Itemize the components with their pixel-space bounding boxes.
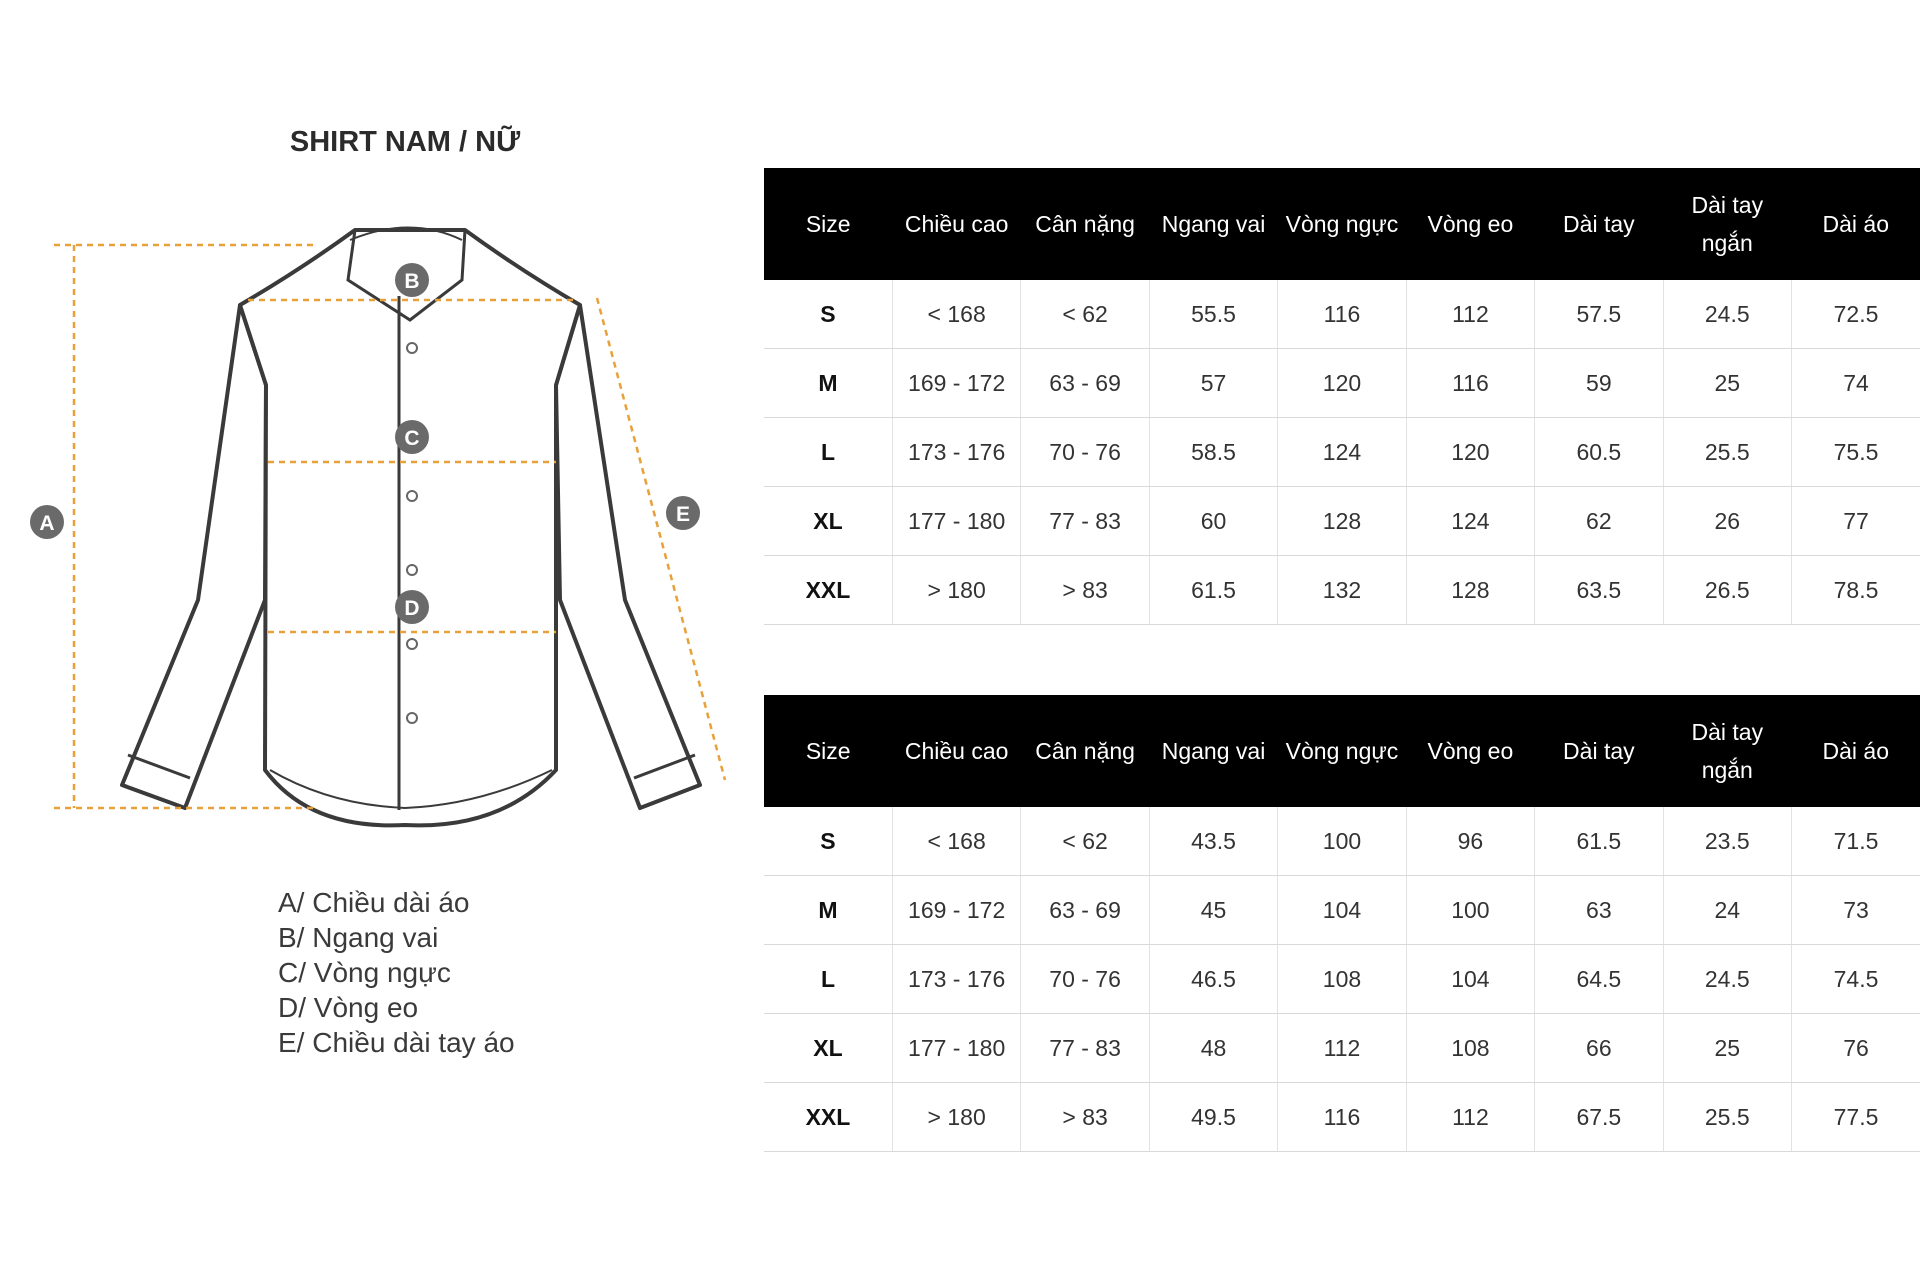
table-cell: 25.5 xyxy=(1663,418,1791,487)
table-row xyxy=(764,807,1920,876)
table-cell: 63 xyxy=(1535,876,1663,945)
table-cell: 77 - 83 xyxy=(1021,1014,1149,1083)
table-cell: 72.5 xyxy=(1792,280,1920,349)
legend-item-e: E/ Chiều dài tay áo xyxy=(278,1027,515,1058)
table-cell: 77 xyxy=(1792,487,1920,556)
table-cell: 60 xyxy=(1149,487,1277,556)
table-cell: 74 xyxy=(1792,349,1920,418)
table-cell: 23.5 xyxy=(1663,807,1791,876)
table-cell: 26 xyxy=(1663,487,1791,556)
size-label-cell: L xyxy=(764,418,892,487)
table-cell: 96 xyxy=(1406,807,1534,876)
column-header: Vòng eo xyxy=(1406,168,1534,280)
table-cell: 71.5 xyxy=(1792,807,1920,876)
table-cell: < 168 xyxy=(892,807,1020,876)
table-cell: > 83 xyxy=(1021,556,1149,625)
table-cell: < 62 xyxy=(1021,807,1149,876)
column-header: Dài áo xyxy=(1792,695,1920,807)
column-header: Dài tay ngắn xyxy=(1663,695,1791,807)
table-cell: 25 xyxy=(1663,1014,1791,1083)
table-cell: 173 - 176 xyxy=(892,418,1020,487)
size-label-cell: XL xyxy=(764,1014,892,1083)
table-cell: 120 xyxy=(1278,349,1406,418)
size-label-cell: M xyxy=(764,349,892,418)
table-cell: 77.5 xyxy=(1792,1083,1920,1152)
table-cell: 49.5 xyxy=(1149,1083,1277,1152)
size-label-cell: L xyxy=(764,945,892,1014)
table-cell: 100 xyxy=(1406,876,1534,945)
table-cell: 100 xyxy=(1278,807,1406,876)
table-cell: 132 xyxy=(1278,556,1406,625)
table-cell: < 168 xyxy=(892,280,1020,349)
table-cell: 104 xyxy=(1278,876,1406,945)
table-cell: 177 - 180 xyxy=(892,1014,1020,1083)
table-body xyxy=(764,280,1920,625)
table-cell: 75.5 xyxy=(1792,418,1920,487)
table-cell: 63 - 69 xyxy=(1021,349,1149,418)
column-header: Dài tay xyxy=(1535,168,1663,280)
table-cell: 58.5 xyxy=(1149,418,1277,487)
table-cell: 63.5 xyxy=(1535,556,1663,625)
column-header: Dài áo xyxy=(1792,168,1920,280)
legend-item-d: D/ Vòng eo xyxy=(278,992,419,1023)
size-label-cell: S xyxy=(764,807,892,876)
size-label-cell: S xyxy=(764,280,892,349)
diagram-title: SHIRT NAM / NỮ xyxy=(289,126,521,158)
size-label-cell: XXL xyxy=(764,1083,892,1152)
table-cell: 116 xyxy=(1406,349,1534,418)
column-header: Ngang vai xyxy=(1149,695,1277,807)
table-cell: 124 xyxy=(1278,418,1406,487)
marker-c xyxy=(395,420,429,454)
table-cell: 24 xyxy=(1663,876,1791,945)
table-cell: 116 xyxy=(1278,1083,1406,1152)
table-cell: 64.5 xyxy=(1535,945,1663,1014)
table-cell: 60.5 xyxy=(1535,418,1663,487)
table-cell: 173 - 176 xyxy=(892,945,1020,1014)
table-cell: 73 xyxy=(1792,876,1920,945)
table-cell: 25.5 xyxy=(1663,1083,1791,1152)
table-cell: > 83 xyxy=(1021,1083,1149,1152)
column-header: Dài tay ngắn xyxy=(1663,168,1791,280)
table-cell: 67.5 xyxy=(1535,1083,1663,1152)
table-cell: < 62 xyxy=(1021,280,1149,349)
table-cell: 78.5 xyxy=(1792,556,1920,625)
column-header: Dài tay xyxy=(1535,695,1663,807)
table-cell: 46.5 xyxy=(1149,945,1277,1014)
table-row xyxy=(764,945,1920,1014)
table-row xyxy=(764,349,1920,418)
table-cell: > 180 xyxy=(892,556,1020,625)
size-table-top xyxy=(764,168,1920,625)
marker-a xyxy=(30,505,64,539)
legend-item-a: A/ Chiều dài áo xyxy=(278,887,470,918)
table-cell: 120 xyxy=(1406,418,1534,487)
marker-label: C xyxy=(404,427,420,450)
table-cell: 74.5 xyxy=(1792,945,1920,1014)
table-row xyxy=(764,418,1920,487)
measurement-legend xyxy=(278,885,515,1060)
table-header-row xyxy=(764,168,1920,280)
column-header: Size xyxy=(764,168,892,280)
table-cell: 70 - 76 xyxy=(1021,945,1149,1014)
marker-label: A xyxy=(39,512,55,535)
column-header: Vòng ngực xyxy=(1278,168,1406,280)
table-cell: > 180 xyxy=(892,1083,1020,1152)
table-cell: 24.5 xyxy=(1663,280,1791,349)
table-cell: 70 - 76 xyxy=(1021,418,1149,487)
marker-label: B xyxy=(404,270,420,293)
table-row xyxy=(764,1014,1920,1083)
table-cell: 43.5 xyxy=(1149,807,1277,876)
table-cell: 48 xyxy=(1149,1014,1277,1083)
table-cell: 57 xyxy=(1149,349,1277,418)
legend-item-b: B/ Ngang vai xyxy=(278,922,439,953)
table-cell: 26.5 xyxy=(1663,556,1791,625)
marker-b xyxy=(395,263,429,297)
column-header: Ngang vai xyxy=(1149,168,1277,280)
size-label-cell: M xyxy=(764,876,892,945)
column-header: Vòng ngực xyxy=(1278,695,1406,807)
marker-label: D xyxy=(404,597,420,620)
table-cell: 108 xyxy=(1406,1014,1534,1083)
column-header: Chiều cao xyxy=(892,168,1020,280)
table-cell: 169 - 172 xyxy=(892,349,1020,418)
table-cell: 24.5 xyxy=(1663,945,1791,1014)
column-header: Chiều cao xyxy=(892,695,1020,807)
table-cell: 61.5 xyxy=(1149,556,1277,625)
table-cell: 63 - 69 xyxy=(1021,876,1149,945)
table-cell: 112 xyxy=(1406,280,1534,349)
column-header: Size xyxy=(764,695,892,807)
marker-label: E xyxy=(675,503,691,526)
table-row xyxy=(764,280,1920,349)
column-header: Cân nặng xyxy=(1021,695,1149,807)
table-cell: 112 xyxy=(1278,1014,1406,1083)
column-header: Cân nặng xyxy=(1021,168,1149,280)
table-body xyxy=(764,807,1920,1152)
table-cell: 55.5 xyxy=(1149,280,1277,349)
marker-d xyxy=(395,590,429,624)
table-cell: 104 xyxy=(1406,945,1534,1014)
column-header: Vòng eo xyxy=(1406,695,1534,807)
table-cell: 108 xyxy=(1278,945,1406,1014)
size-table-bottom xyxy=(764,695,1920,1152)
legend-item-c: C/ Vòng ngực xyxy=(278,957,451,988)
shirt-diagram xyxy=(0,180,810,880)
table-row xyxy=(764,876,1920,945)
table-cell: 76 xyxy=(1792,1014,1920,1083)
size-label-cell: XXL xyxy=(764,556,892,625)
table-cell: 77 - 83 xyxy=(1021,487,1149,556)
table-cell: 66 xyxy=(1535,1014,1663,1083)
table-cell: 62 xyxy=(1535,487,1663,556)
table-cell: 112 xyxy=(1406,1083,1534,1152)
table-header-row xyxy=(764,695,1920,807)
table-cell: 25 xyxy=(1663,349,1791,418)
table-cell: 128 xyxy=(1406,556,1534,625)
table-cell: 57.5 xyxy=(1535,280,1663,349)
table-cell: 61.5 xyxy=(1535,807,1663,876)
table-row xyxy=(764,1083,1920,1152)
table-row xyxy=(764,487,1920,556)
table-cell: 45 xyxy=(1149,876,1277,945)
table-cell: 128 xyxy=(1278,487,1406,556)
table-cell: 169 - 172 xyxy=(892,876,1020,945)
table-cell: 124 xyxy=(1406,487,1534,556)
table-cell: 177 - 180 xyxy=(892,487,1020,556)
marker-e xyxy=(666,496,700,530)
table-row xyxy=(764,556,1920,625)
table-cell: 59 xyxy=(1535,349,1663,418)
table-cell: 116 xyxy=(1278,280,1406,349)
size-label-cell: XL xyxy=(764,487,892,556)
